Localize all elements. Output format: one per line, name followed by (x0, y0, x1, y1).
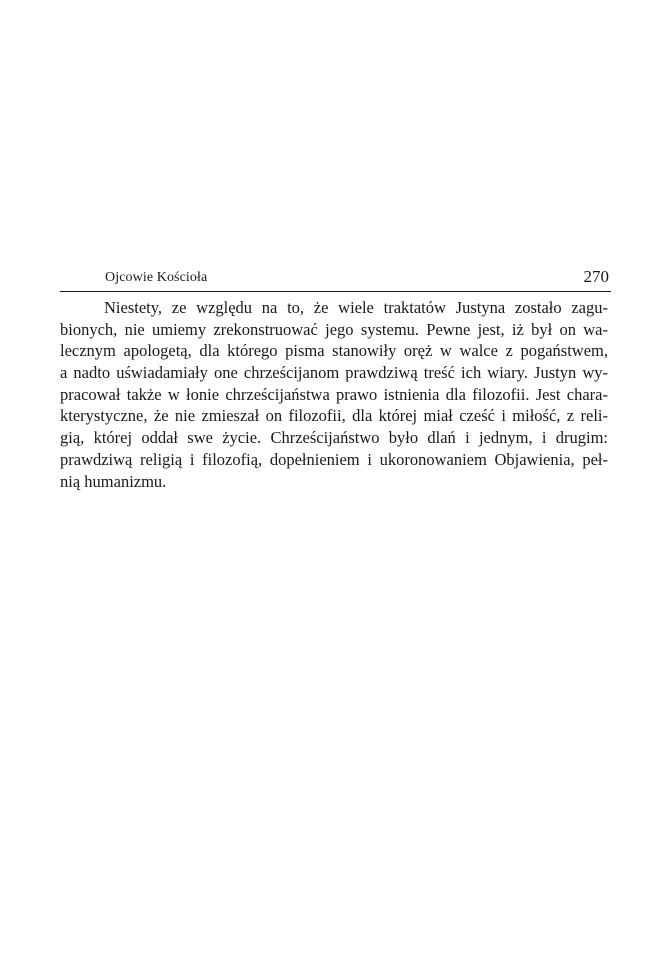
text-line: a nadto uświadamiały one chrześcijanom prawdziwą treść ich wiary. Justyn wy- (60, 363, 608, 383)
text-line: prawdziwą religią i filozofią, dopełnieniem i ukoronowaniem Objawienia, peł- (60, 449, 608, 469)
text-line: Niestety, ze względu na to, że wiele traktatów Justyna zostało zagu- (104, 298, 608, 317)
header-rule (60, 291, 611, 293)
text-line: gią, której oddał swe życie. Chrześcijaństwo było dlań i jednym, i drugim: (60, 428, 608, 448)
body-paragraph (60, 297, 608, 492)
text-line: lecznym apologetą, dla którego pisma stanowiły oręż w walce z pogaństwem, (60, 341, 608, 361)
text-line: pracował także w łonie chrześcijaństwa prawo istnienia dla filozofii. Jest chara- (60, 384, 608, 404)
running-title: Ojcowie Kościoła (105, 270, 208, 285)
text-line: nią humanizmu. (60, 471, 167, 491)
text-line: kterystyczne, że nie zmieszał on filozofii, dla której miał cześć i miłość, z reli- (60, 406, 608, 426)
text-line: bionych, nie umiemy zrekonstruować jego systemu. Pewne jest, iż był on wa- (60, 319, 608, 339)
page-number: 270 (583, 267, 609, 286)
running-header (60, 262, 611, 292)
